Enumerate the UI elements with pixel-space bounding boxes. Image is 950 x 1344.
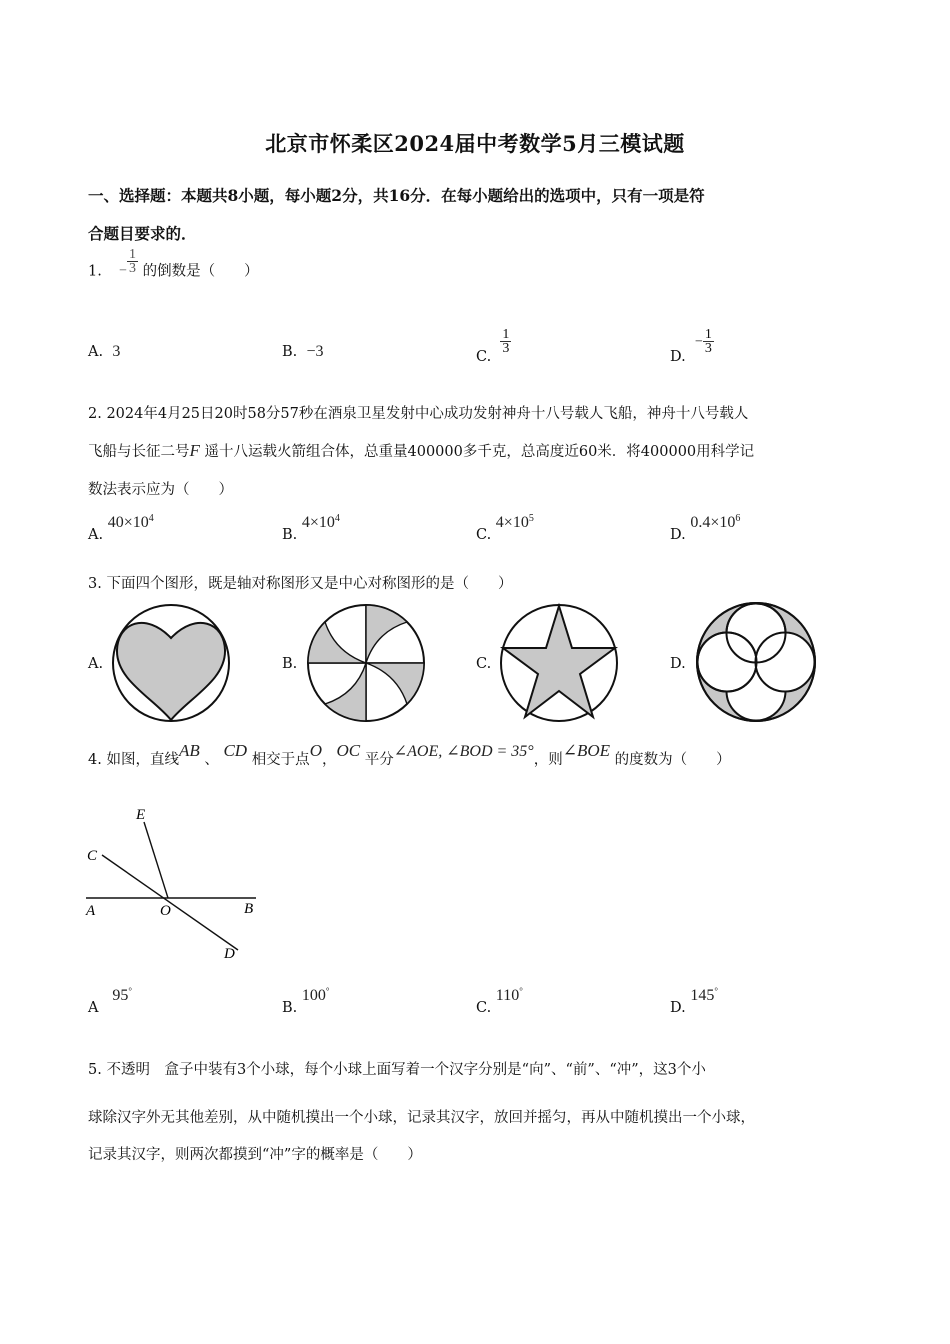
q1-fraction: $\frac{1}{3}$ [128, 247, 136, 276]
q3-option-a-label[interactable]: A. [88, 656, 104, 672]
q3-option-b-label[interactable]: B. [282, 656, 298, 672]
label-O: O [160, 903, 171, 919]
q1-stem: 的倒数是（ ） [142, 263, 259, 280]
q2-option-a[interactable]: A. $40\times 10^4$ [88, 513, 154, 543]
q1-option-c[interactable]: C. $\frac{1}{3}$ [476, 327, 510, 365]
page-title: 北京市怀柔区2024届中考数学5月三模试题 [265, 131, 685, 156]
q1-option-d[interactable]: D. − $\frac{1}{3}$ [670, 327, 712, 365]
q3-stem: 3. 下面四个图形，既是轴对称图形又是中心对称图形的是（ ） [88, 576, 513, 592]
section-heading-line1: 一、选择题：本题共8小题，每小题2分，共16分．在每小题给出的选项中，只有一项是符 [88, 186, 705, 205]
label-E: E [136, 807, 146, 823]
q4-stem: 4. 如图，直线AB 、 CD 相交于点O，OC 平分∠AOE, ∠BOD = 35°，则∠BOE 的度数为（ ） [88, 741, 731, 768]
q3-figure-star[interactable] [497, 602, 621, 724]
q4-figure-lines [80, 800, 280, 970]
q4-option-b[interactable]: B. 100° [282, 986, 330, 1016]
label-D: D [224, 946, 235, 962]
label-A: A [86, 903, 96, 919]
q1-option-b[interactable]: B. −3 [282, 343, 324, 360]
q2-line1: 2. 2024年4月25日20时58分57秒在酒泉卫星发射中心成功发射神舟十八号载人飞船，神舟十八号载人 [88, 406, 749, 422]
q1-number: 1. [88, 263, 102, 280]
q2-option-c[interactable]: C. $4\times 10^5$ [476, 513, 534, 543]
q4-option-a[interactable]: A 95° [88, 986, 132, 1016]
q1-d-fraction: $\frac{1}{3}$ [704, 327, 712, 356]
q1-c-fraction: $\frac{1}{3}$ [502, 327, 510, 356]
q5-line2: 球除汉字外无其他差别，从中随机摸出一个小球，记录其汉字，放回并摇匀，再从中随机摸出一个小球， [88, 1110, 755, 1126]
q3-option-c-label[interactable]: C. [476, 656, 492, 672]
q5-line1: 5. 不透明 盒子中装有3个小球，每个小球上面写着一个汉字分别是“向”、“前”、“冲”，这3个小 [88, 1062, 706, 1078]
q3-figure-pinwheel[interactable] [304, 602, 428, 724]
q3-figure-heart[interactable] [108, 602, 234, 724]
label-C: C [87, 848, 98, 864]
q4-option-c[interactable]: C. 110° [476, 986, 523, 1016]
q2-option-b[interactable]: B. $4\times 10^4$ [282, 513, 340, 543]
q5-line3: 记录其汉字，则两次都摸到“冲”字的概率是（ ） [88, 1147, 422, 1163]
label-B: B [244, 901, 254, 917]
q2-line3: 数法表示应为（ ） [88, 482, 233, 498]
q4-option-d[interactable]: D. 145° [670, 986, 718, 1016]
q2-option-d[interactable]: D. $0.4\times 10^6$ [670, 513, 741, 543]
question-1 [88, 247, 259, 285]
section-heading-line2: 合题目要求的． [88, 224, 197, 243]
q1-option-a[interactable]: A. 3 [88, 343, 121, 360]
q1-frac-sign: − [119, 263, 127, 279]
q2-line2: 飞船与长征二号F 遥十八运载火箭组合体，总重量400000多千克，总高度近60米．将400000用科学记 [88, 441, 755, 460]
q3-figure-four-circles[interactable] [693, 600, 819, 724]
q3-option-d-label[interactable]: D. [670, 656, 686, 672]
